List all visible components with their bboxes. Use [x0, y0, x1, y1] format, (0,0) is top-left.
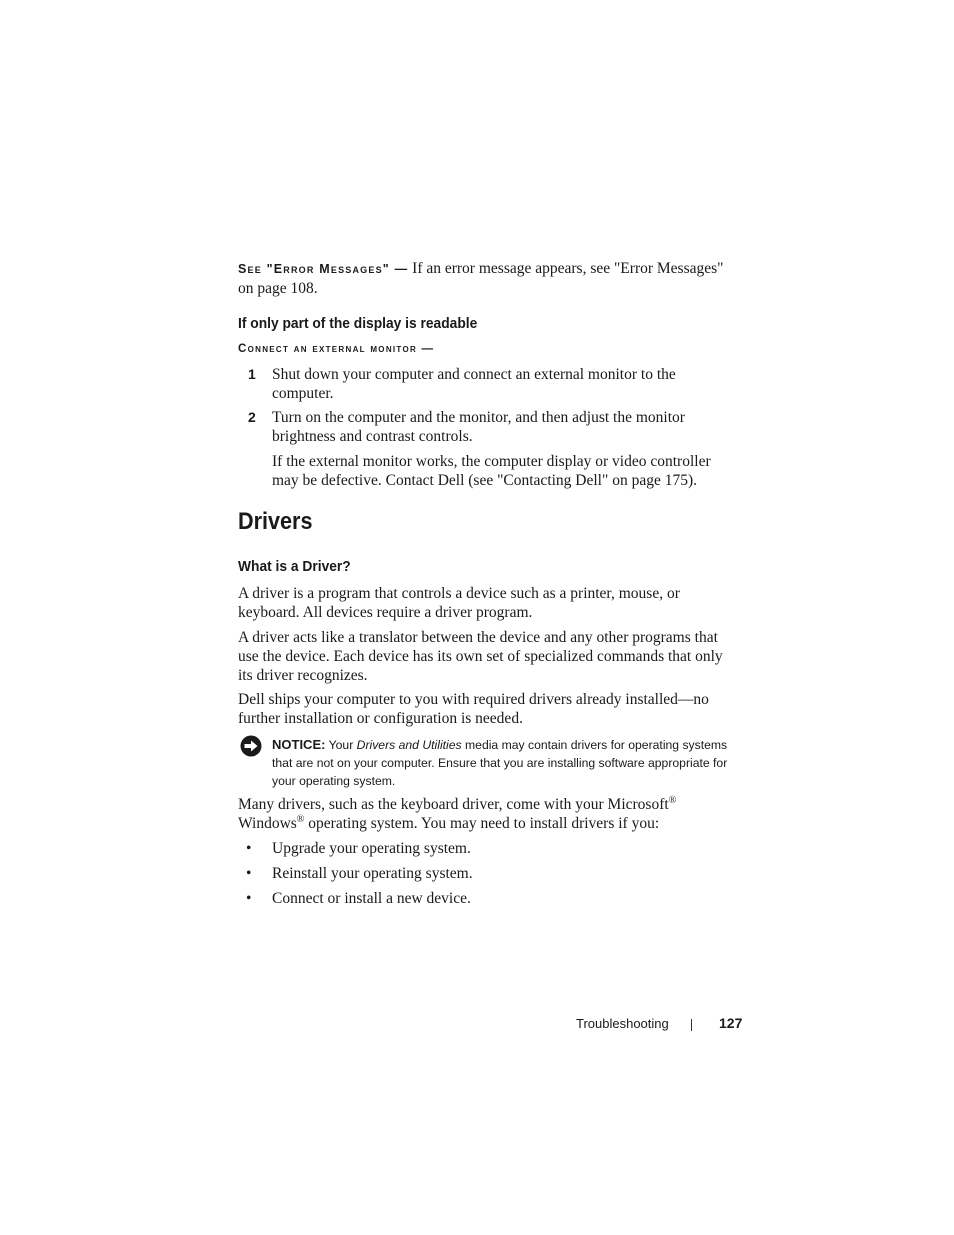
partial-display-heading: If only part of the display is readable: [238, 315, 478, 332]
step-number: 1: [248, 366, 256, 382]
connect-monitor-subhead: Connect an external monitor —: [238, 343, 435, 355]
error-messages-run-head: See "Error Messages" —: [238, 262, 409, 276]
footer-section-name: Troubleshooting: [576, 1016, 669, 1031]
notice-text-before: Your: [328, 738, 354, 752]
step-text: Shut down your computer and connect an external monitor to the computer.: [272, 366, 676, 402]
notice-text-italic: Drivers and Utilities: [356, 738, 462, 752]
drivers-paragraph-1: A driver is a program that controls a device such as a printer, mouse, or keyboard. All devices require a driver program.: [238, 585, 680, 621]
registered-mark: ®: [296, 813, 305, 825]
drivers-title: Drivers: [238, 508, 313, 535]
drivers-paragraph-4: [238, 795, 738, 833]
registered-mark: ®: [668, 794, 677, 806]
step-number: 2: [248, 409, 256, 425]
bullet-text: Reinstall your operating system.: [272, 865, 473, 882]
footer-page-number: 127: [719, 1015, 743, 1031]
para4-part2: Windows: [238, 815, 297, 832]
bullet-text: Connect or install a new device.: [272, 890, 471, 907]
bullet-icon: •: [246, 890, 252, 907]
notice-arrow-icon: [240, 735, 262, 757]
para4-part3: operating system. You may need to install drivers if you:: [304, 815, 660, 832]
bullet-text: Upgrade your operating system.: [272, 840, 471, 857]
notice-text: [272, 736, 742, 790]
drivers-paragraph-3: Dell ships your computer to you with required drivers already installed—no further installation or configuration is needed.: [238, 691, 709, 727]
drivers-paragraph-2: A driver acts like a translator between the device and any other programs that use the device. Each device has its own set of specialized commands that only its driver recognizes.: [238, 629, 723, 684]
step-followup-text: If the external monitor works, the computer display or video controller may be defective. Contact Dell (see "Contacting Dell" on page 175).: [272, 453, 711, 489]
notice-label: NOTICE:: [272, 737, 326, 752]
notice-text-after: media may contain drivers for operating systems that are not on your computer. Ensure that you are installing software appropriate for your operating system.: [272, 738, 728, 788]
bullet-icon: •: [246, 865, 252, 882]
error-messages-entry: [238, 259, 738, 298]
bullet-icon: •: [246, 840, 252, 857]
error-messages-text: If an error message appears, see "Error Messages" on page 108.: [238, 260, 724, 297]
footer-divider: [691, 1019, 692, 1031]
para4-part1: Many drivers, such as the keyboard driver, come with your Microsoft: [238, 796, 669, 813]
what-is-driver-heading: What is a Driver?: [238, 558, 351, 575]
step-text: Turn on the computer and the monitor, and then adjust the monitor brightness and contrast controls.: [272, 409, 685, 445]
